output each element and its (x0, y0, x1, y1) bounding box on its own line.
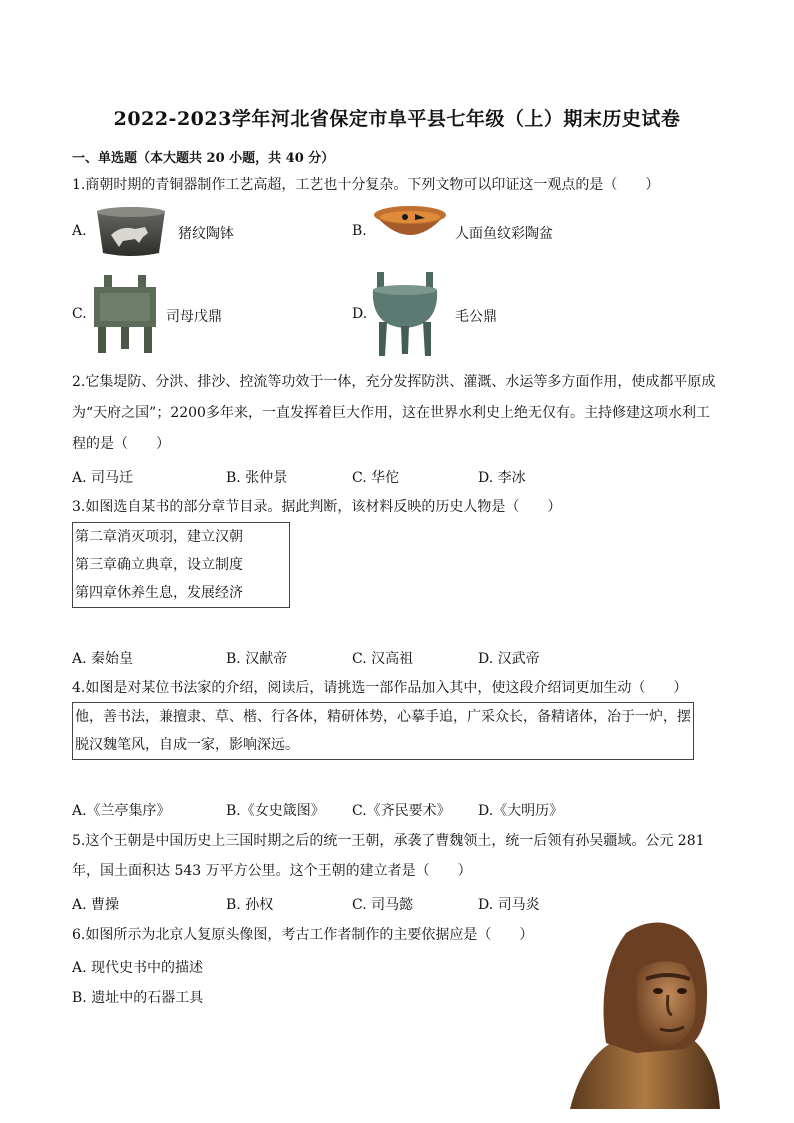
intro-line-2: 脱汉魏笔风，自成一家，影响深远。 (75, 737, 299, 753)
q3-option-b: B. 汉献帝 (226, 651, 288, 667)
q4-option-a: A.《兰亭集序》 (72, 803, 171, 819)
q5-option-c: C. 司马懿 (352, 897, 414, 913)
calligrapher-intro-box (72, 702, 694, 760)
page-title: 2022-2023学年河北省保定市阜平县七年级（上）期末历史试卷 (113, 108, 681, 130)
q1-option-a-letter: A. (72, 223, 87, 239)
chapter-list-box (72, 522, 290, 608)
question-4-stem: 4.如图是对某位书法家的介绍，阅读后，请挑选一部作品加入其中，使这段介绍词更加生动（ ） (72, 680, 688, 696)
question-2-line-3: 程的是（ ） (72, 436, 170, 452)
q3-option-d: D. 汉武帝 (478, 651, 540, 667)
q3-option-a: A. 秦始皇 (72, 651, 134, 667)
q5-option-b: B. 孙权 (226, 897, 274, 913)
q1-option-b-label: 人面鱼纹彩陶盆 (455, 226, 553, 242)
q2-option-d: D. 李冰 (478, 470, 526, 486)
q4-option-c: C.《齐民要术》 (352, 803, 451, 819)
chapter-line-1: 第二章消灭项羽，建立汉朝 (75, 529, 243, 545)
question-3-stem: 3.如图选自某书的部分章节目录。据此判断，该材料反映的历史人物是（ ） (72, 499, 562, 515)
chapter-line-3: 第四章休养生息，发展经济 (75, 585, 243, 601)
simuwu-ding-image (90, 273, 160, 355)
maogong-ding-image (369, 270, 441, 358)
q1-option-b-letter: B. (352, 223, 367, 239)
question-5-line-2: 年，国土面积达 543 万平方公里。这个王朝的建立者是（ ） (72, 863, 472, 879)
q2-option-a: A. 司马迁 (72, 470, 134, 486)
section-heading: 一、单选题（本大题共 20 小题，共 40 分） (72, 151, 335, 166)
chapter-line-2: 第三章确立典章，设立制度 (75, 557, 243, 573)
q4-option-d: D.《大明历》 (478, 803, 564, 819)
q2-option-c: C. 华佗 (352, 470, 400, 486)
question-6-stem: 6.如图所示为北京人复原头像图，考古工作者制作的主要依据应是（ ） (72, 927, 534, 943)
q2-option-b: B. 张仲景 (226, 470, 288, 486)
question-2-line-2: 为“天府之国”；2200多年来，一直发挥着巨大作用，这在世界水利史上绝无仅有。主持修建这项水利工 (72, 405, 710, 421)
pottery-bowl-pig-image (93, 203, 169, 259)
intro-line-1: 他，善书法，兼擅隶、草、楷、行各体，精研体势，心摹手追，广采众长，备精诸体，冶于一炉，摆 (75, 709, 691, 725)
q1-option-d-label: 毛公鼎 (455, 309, 497, 325)
q3-option-c: C. 汉高祖 (352, 651, 414, 667)
peking-man-bust-image (566, 913, 724, 1115)
q4-option-b: B.《女史箴图》 (226, 803, 325, 819)
question-5-line-1: 5.这个王朝是中国历史上三国时期之后的统一王朝，承袭了曹魏领土，统一后领有孙吴疆域。公元 281 (72, 833, 705, 849)
q1-option-c-label: 司母戊鼎 (166, 309, 222, 325)
q5-option-a: A. 曹操 (72, 897, 120, 913)
q1-option-c-letter: C. (72, 306, 87, 322)
q5-option-d: D. 司马炎 (478, 897, 540, 913)
q6-option-a: A. 现代史书中的描述 (72, 960, 204, 976)
painted-pottery-basin-image (371, 205, 449, 255)
q6-option-b: B. 遗址中的石器工具 (72, 990, 204, 1006)
question-1-stem: 1.商朝时期的青铜器制作工艺高超，工艺也十分复杂。下列文物可以印证这一观点的是（ ） (72, 177, 660, 193)
q1-option-d-letter: D. (352, 306, 368, 322)
question-2-line-1: 2.它集堤防、分洪、排沙、控流等功效于一体，充分发挥防洪、灌溉、水运等多方面作用，使成都平原成 (72, 374, 716, 390)
q1-option-a-label: 猪纹陶钵 (178, 226, 234, 242)
